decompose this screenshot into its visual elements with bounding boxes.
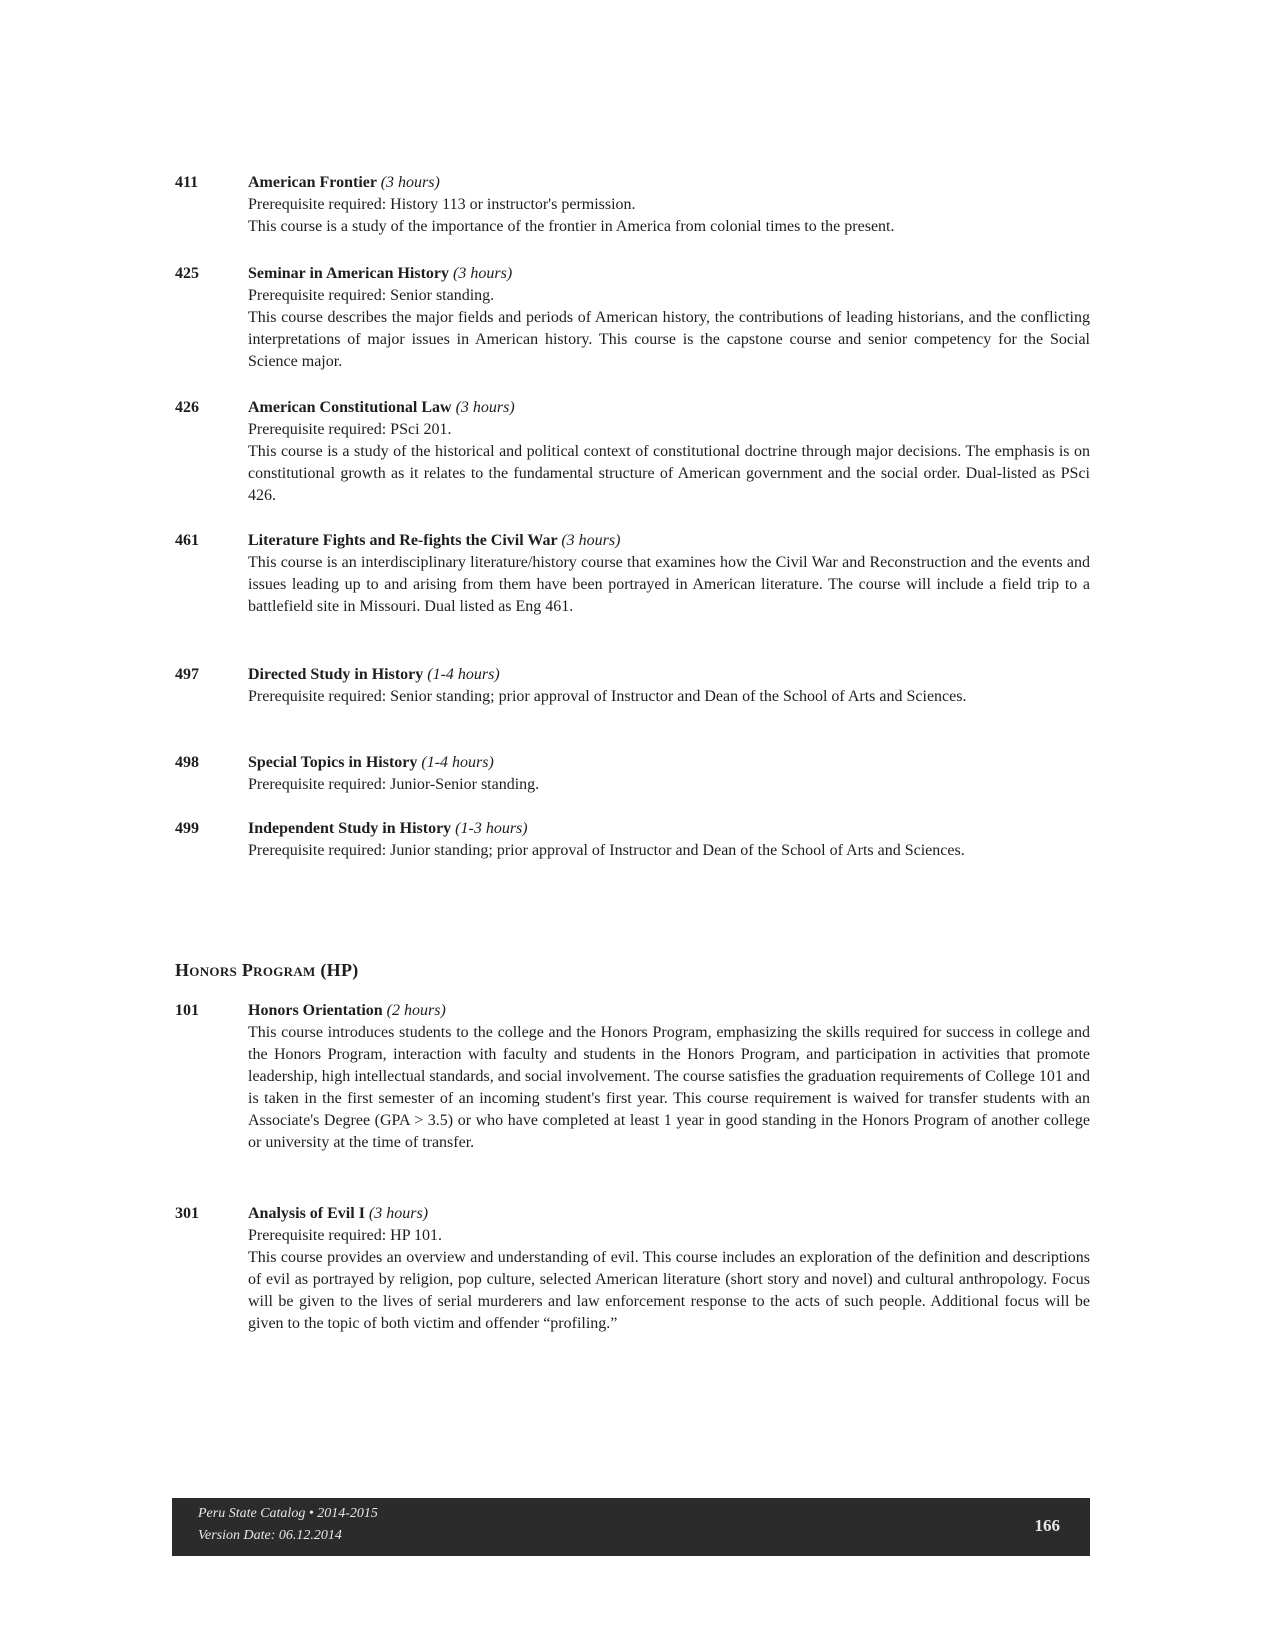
course-prerequisite: Prerequisite required: Junior-Senior standing.	[248, 776, 540, 793]
course-description: This course is an interdisciplinary literature/history course that examines how the Civil War and Reconstruction and the events and issues leading up to and arising from them have been portrayed in American literature. The course will include a field trip to a battlefield site in Missouri. Dual listed as Eng 461.	[248, 554, 1090, 615]
course-body	[248, 1203, 1090, 1335]
course-title: Independent Study in History	[248, 820, 452, 837]
course-title: American Frontier	[248, 174, 377, 191]
course-hours: (3 hours)	[455, 399, 515, 416]
course-prerequisite: Prerequisite required: Junior standing; prior approval of Instructor and Dean of the School of Arts and Sciences.	[248, 842, 965, 859]
course-code: 499	[175, 820, 199, 837]
section-heading: Honors Program (HP)	[175, 960, 359, 980]
course-body	[248, 1000, 1090, 1154]
course-title: Directed Study in History	[248, 666, 424, 683]
page-number: 166	[1034, 1516, 1060, 1535]
course-body	[248, 752, 1090, 796]
course-title: Special Topics in History	[248, 754, 418, 771]
course-body	[248, 530, 1090, 618]
course-code: 497	[175, 666, 199, 683]
course-description: This course provides an overview and understanding of evil. This course includes an exploration of the definition and descriptions of evil as portrayed by religion, pop culture, selected American literature (short story and novel) and cultural anthropology. Focus will be given to the lives of serial murderers and law enforcement response to the acts of such people. Additional focus will be given to the topic of both victim and offender “profiling.”	[248, 1249, 1090, 1332]
course-hours: (2 hours)	[386, 1002, 446, 1019]
course-prerequisite: Prerequisite required: Senior standing; prior approval of Instructor and Dean of the School of Arts and Sciences.	[248, 688, 967, 705]
course-code: 101	[175, 1002, 199, 1019]
course-hours: (3 hours)	[453, 265, 513, 282]
course-hours: (1-3 hours)	[455, 820, 528, 837]
course-title: Analysis of Evil I	[248, 1205, 365, 1222]
course-title: Seminar in American History	[248, 265, 450, 282]
footer-version-date: Version Date: 06.12.2014	[198, 1528, 342, 1543]
course-code: 425	[175, 265, 199, 282]
course-title: Honors Orientation	[248, 1002, 383, 1019]
course-code: 426	[175, 399, 199, 416]
course-description: This course is a study of the historical and political context of constitutional doctrine through major decisions. The emphasis is on constitutional growth as it relates to the fundamental structure of American government and the social order. Dual-listed as PSci 426.	[248, 443, 1090, 504]
course-title: Literature Fights and Re-fights the Civil War	[248, 532, 558, 549]
course-description: This course introduces students to the college and the Honors Program, emphasizing the skills required for success in college and the Honors Program, interaction with faculty and students in the Honors Program, and participation in activities that promote leadership, high intellectual standards, and social involvement. The course satisfies the graduation requirements of College 101 and is taken in the first semester of an incoming student's first year. This course requirement is waived for transfer students with an Associate's Degree (GPA > 3.5) or who have completed at least 1 year in good standing in the Honors Program of another college or university at the time of transfer.	[248, 1024, 1090, 1151]
footer-banner	[172, 1498, 1090, 1556]
course-hours: (3 hours)	[561, 532, 621, 549]
course-body	[248, 664, 1090, 708]
course-hours: (1-4 hours)	[421, 754, 494, 771]
course-code: 301	[175, 1205, 199, 1222]
course-body	[248, 263, 1090, 373]
course-description: This course is a study of the importance of the frontier in America from colonial times to the present.	[248, 218, 895, 235]
course-code: 411	[175, 174, 199, 191]
course-prerequisite: Prerequisite required: HP 101.	[248, 1227, 443, 1244]
course-hours: (3 hours)	[380, 174, 440, 191]
course-code: 498	[175, 754, 199, 771]
course-hours: (1-4 hours)	[427, 666, 500, 683]
course-prerequisite: Prerequisite required: History 113 or instructor's permission.	[248, 196, 636, 213]
course-body	[248, 397, 1090, 507]
course-description: This course describes the major fields and periods of American history, the contributions of leading historians, and the conflicting interpretations of major issues in American history. This course is the capstone course and senior competency for the Social Science major.	[248, 309, 1090, 370]
course-prerequisite: Prerequisite required: PSci 201.	[248, 421, 452, 438]
course-title: American Constitutional Law	[248, 399, 452, 416]
course-prerequisite: Prerequisite required: Senior standing.	[248, 287, 495, 304]
footer-catalog-title: Peru State Catalog • 2014-2015	[198, 1506, 378, 1521]
course-code: 461	[175, 532, 199, 549]
course-body	[248, 172, 1090, 238]
course-hours: (3 hours)	[368, 1205, 429, 1222]
course-body	[248, 818, 1090, 862]
